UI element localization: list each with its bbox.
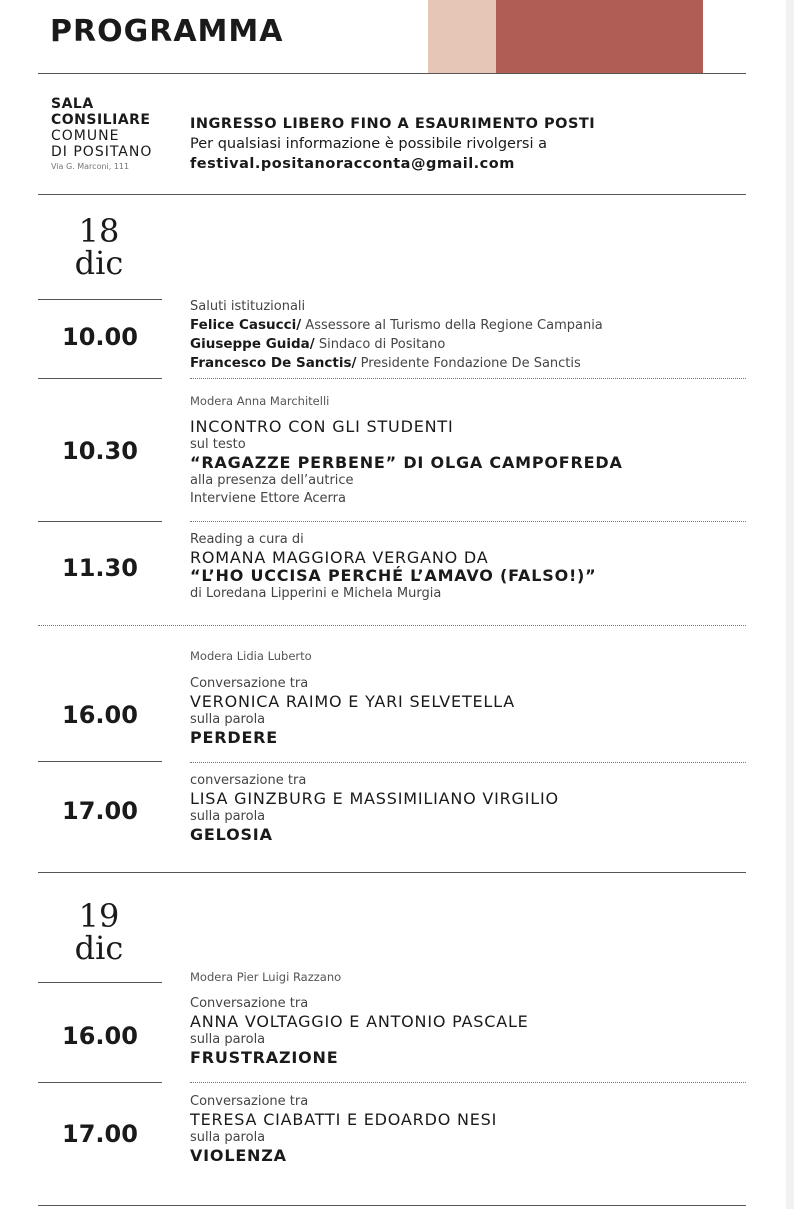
speaker-name: Giuseppe Guida/ [190, 336, 315, 352]
date-day1 [60, 212, 138, 282]
keyword: GELOSIA [190, 825, 273, 844]
contact-note: Per qualsiasi informazione è possibile rivolgersi a [190, 136, 547, 152]
event-details [190, 531, 597, 603]
speaker-name: Francesco De Sanctis/ [190, 355, 357, 371]
event-note: sul testo [190, 437, 246, 452]
speaker-role: Sindaco di Positano [314, 337, 446, 352]
event-details [190, 392, 623, 508]
moderator: Modera Lidia Luberto [190, 649, 312, 663]
dotted-divider [190, 762, 746, 763]
event-title: INCONTRO CON GLI STUDENTI [190, 417, 454, 436]
divider [38, 872, 746, 873]
venue-line: DI POSITANO [51, 144, 153, 160]
event-label: Conversazione tra [190, 676, 309, 691]
keyword: VIOLENZA [190, 1146, 287, 1165]
keyword: PERDERE [190, 728, 279, 747]
divider [38, 982, 162, 983]
moderator: Modera Pier Luigi Razzano [190, 970, 342, 984]
moderator: Modera Anna Marchitelli [190, 394, 330, 408]
speaker-name: Felice Casucci/ [190, 317, 302, 333]
event-title: VERONICA RAIMO E YARI SELVETELLA [190, 692, 515, 711]
page-edge [786, 0, 794, 1209]
event-note: sulla parola [190, 1032, 266, 1047]
event-title: LISA GINZBURG E MASSIMILIANO VIRGILIO [190, 789, 559, 808]
color-swatch-light [428, 0, 496, 73]
color-swatch-dark [496, 0, 703, 73]
event-label: conversazione tra [190, 773, 307, 788]
divider [38, 1205, 746, 1206]
event-details [190, 298, 603, 373]
event-details [190, 772, 559, 844]
event-note: sulla parola [190, 1130, 266, 1145]
venue-line: CONSILIARE [51, 112, 151, 128]
keyword: FRUSTRAZIONE [190, 1048, 339, 1067]
event-time: 17.00 [62, 1120, 138, 1148]
event-title: TERESA CIABATTI E EDOARDO NESI [190, 1110, 498, 1129]
info-block [190, 114, 595, 174]
divider [38, 761, 162, 762]
event-details [190, 675, 515, 747]
dotted-divider [190, 378, 746, 379]
event-title: ROMANA MAGGIORA VERGANO DA [190, 548, 489, 567]
event-time: 16.00 [62, 1022, 138, 1050]
event-label: Saluti istituzionali [190, 299, 306, 314]
dotted-divider [38, 625, 746, 626]
divider [38, 378, 162, 379]
book-title: “RAGAZZE PERBENE” DI OLGA CAMPOFREDA [190, 453, 623, 472]
event-time: 11.30 [62, 554, 138, 582]
contact-email[interactable]: festival.positanoracconta@gmail.com [190, 156, 515, 172]
divider [38, 194, 746, 195]
event-time: 17.00 [62, 797, 138, 825]
event-details [190, 995, 529, 1067]
date-number: 18 [78, 212, 120, 250]
dotted-divider [190, 1082, 746, 1083]
divider [38, 299, 162, 300]
event-details [190, 1093, 497, 1165]
book-title: “L’HO UCCISA PERCHÉ L’AMAVO (FALSO!)” [190, 566, 597, 585]
entry-note: INGRESSO LIBERO FINO A ESAURIMENTO POSTI [190, 116, 596, 132]
date-month: dic [74, 244, 124, 282]
event-label: Conversazione tra [190, 1094, 309, 1109]
event-time: 10.00 [62, 323, 138, 351]
speaker-role: Presidente Fondazione De Sanctis [356, 356, 581, 371]
divider [38, 521, 162, 522]
venue-block [51, 96, 152, 174]
event-note: alla presenza dell’autrice [190, 473, 354, 488]
divider [38, 73, 746, 74]
event-note: sulla parola [190, 712, 266, 727]
event-label: Reading a cura di [190, 532, 304, 547]
venue-line: SALA [51, 96, 94, 112]
date-number: 19 [78, 897, 120, 935]
event-time: 10.30 [62, 437, 138, 465]
date-month: dic [74, 929, 124, 967]
speaker-role: Assessore al Turismo della Regione Campania [301, 318, 603, 333]
date-day2 [60, 897, 138, 967]
event-note: di Loredana Lipperini e Michela Murgia [190, 586, 442, 601]
event-note: Interviene Ettore Acerra [190, 491, 346, 506]
dotted-divider [190, 521, 746, 522]
event-time: 16.00 [62, 701, 138, 729]
page-title: PROGRAMMA [50, 14, 284, 49]
venue-line: COMUNE [51, 128, 120, 144]
event-note: sulla parola [190, 809, 266, 824]
venue-address: Via G. Marconi, 111 [51, 162, 130, 171]
event-label: Conversazione tra [190, 996, 309, 1011]
event-title: ANNA VOLTAGGIO E ANTONIO PASCALE [190, 1012, 529, 1031]
divider [38, 1082, 162, 1083]
